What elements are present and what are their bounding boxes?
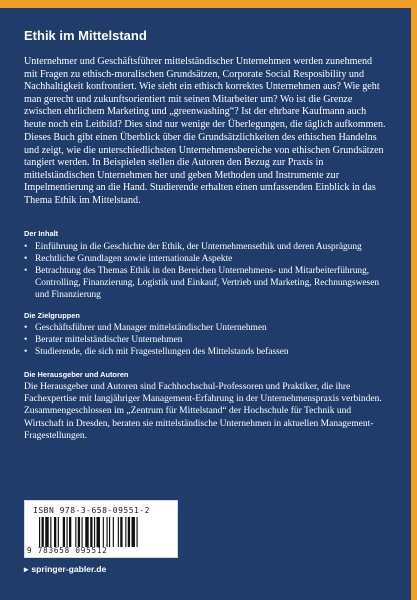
overview-paragraph: Dieses Buch gibt einen Überblick über die Grundsätzlichkeiten des ethischen Handelns und zeigt, wie die unterschiedlichsten Unternehmensbereiche von ethischen Grundsätzen tangiert werden. In Beispielen stellen die Autoren den Bezug zur Praxis in mittelständischen Unternehmen her und geben Methoden und Instrumente zur Impelmentierung an die Hand. Studierende erhalten einen umfassenden Einblick in das Thema Ethik im Mittelstand. [24, 132, 384, 206]
barcode-stripe [128, 517, 130, 547]
barcode-stripe [54, 517, 56, 547]
barcode-stripe [45, 517, 48, 547]
audience-heading: Die Zielgruppen [24, 311, 80, 320]
audience-item: • Studierende, die sich mit Fragestellungen des Mittelstands befassen [24, 346, 388, 358]
barcode-stripe [107, 517, 108, 547]
top-accent-bar [0, 0, 417, 8]
intro-paragraph: Unternehmer und Geschäftsführer mittelständischer Unternehmen werden zunehmend mit Fragen zu ethisch-moralischen Grundsätzen, Corporate Social Resposibility und Nachhaltigkeit konfrontiert. Wie sieht ein ethisch korrektes Unternehmen aus? Wie geht man gerecht und zukunftsorientiert mit seinen Mitarbeiter um? Wo ist die Grenze zwischen ehrlichem Marketing und „greenwashing“? Ist der ehrbare Kaufmann auch heute noch ein Leitbild? Dies sind nur wenige der Überlegungen, die täglich aufkommen. [24, 56, 386, 130]
editors-heading: Die Herausgeber und Autoren [24, 370, 129, 379]
barcode-stripe [63, 517, 65, 547]
isbn-barcode [24, 500, 178, 558]
barcode-bars [39, 517, 167, 547]
barcode-digits: 9 783658 095512 [27, 546, 108, 555]
book-title: Ethik im Mittelstand [24, 28, 147, 43]
barcode-stripe [113, 517, 114, 547]
barcode-stripe [137, 517, 138, 547]
barcode-stripe [97, 517, 100, 547]
barcode-stripe [120, 517, 122, 547]
contents-item: • Betrachtung des Themas Ethik in den Bereichen Unternehmens- und Mitarbeiterführung, Controlling, Finanzierung, Logistik und Einkauf, Vertrieb und Marketing, Rechnungswesen und Finanzierung [24, 265, 388, 301]
audience-list [24, 322, 388, 358]
barcode-stripe [75, 517, 76, 547]
contents-list [24, 241, 388, 301]
barcode-stripe [58, 517, 59, 547]
right-accent-strip [411, 0, 417, 600]
contents-heading: Der Inhalt [24, 229, 59, 238]
barcode-stripe [103, 517, 104, 547]
contents-item: • Rechtliche Grundlagen sowie internationale Aspekte [24, 253, 388, 265]
audience-item: • Berater mittelständischer Unternehmen [24, 334, 388, 346]
barcode-stripe [67, 517, 68, 547]
barcode-stripe [118, 517, 119, 547]
editors-paragraph: Die Herausgeber und Autoren sind Fachhochschul-Professoren und Praktiker, die ihre Fachexpertise mit langjähriger Management-Erfahrung in der Unternehmenspraxis verbinden. Zusammengeschlossen im „Zentrum für Mittelstand“ der Hochschule für Technik und Wirtschaft in Dresden, beraten sie mittelständische Unternehmen in aktuellen Management-Fragestellungen. [24, 382, 382, 441]
arrow-right-icon: ▸ [24, 564, 29, 574]
barcode-stripe [109, 517, 110, 547]
publisher-website[interactable] [24, 564, 106, 575]
website-label: springer-gabler.de [31, 564, 107, 574]
contents-item: • Einführung in die Geschichte der Ethik, der Unternehmensethik und deren Ausprägung [24, 241, 388, 253]
barcode-stripe [50, 517, 51, 547]
isbn-label: ISBN 978-3-658-09551-2 [33, 506, 150, 515]
barcode-stripe [90, 517, 92, 547]
audience-item: • Geschäftsführer und Manager mittelständischer Unternehmen [24, 322, 388, 334]
barcode-stripe [85, 517, 88, 547]
barcode-stripe [132, 517, 135, 547]
barcode-stripe [94, 517, 95, 547]
barcode-stripe [125, 517, 126, 547]
barcode-stripe [69, 517, 71, 547]
barcode-stripe [78, 517, 80, 547]
barcode-stripe [82, 517, 83, 547]
barcode-stripe [42, 517, 44, 547]
barcode-stripe [39, 517, 40, 547]
